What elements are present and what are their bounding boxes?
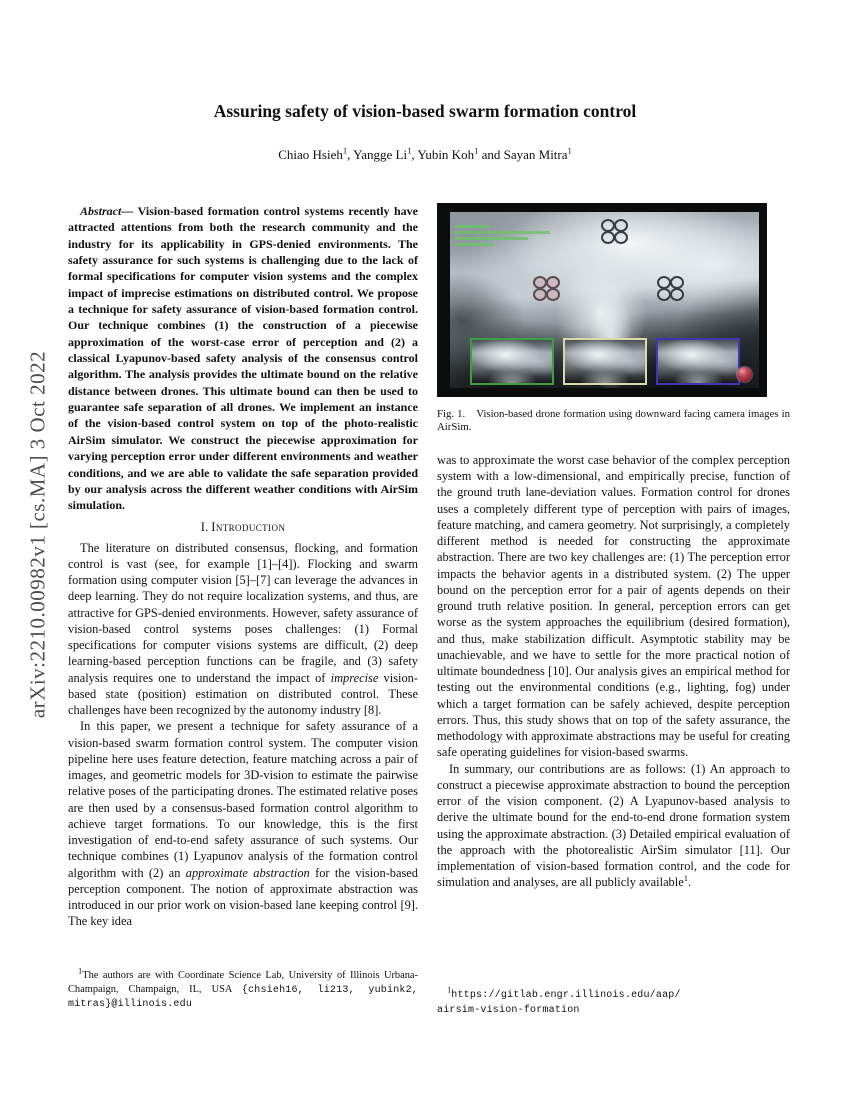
- footnote-marker: 1: [78, 965, 83, 976]
- author-2-affiliation-sup: 1: [407, 145, 412, 156]
- drone-quadcopter-right: [657, 276, 685, 302]
- airsim-hud-text-overlay: [454, 225, 574, 249]
- figure-1-caption: [437, 408, 790, 435]
- author-separator: ,: [411, 147, 418, 162]
- hud-text-line: [454, 231, 550, 234]
- camera-view-image: [472, 340, 552, 383]
- abstract-paragraph: [68, 203, 418, 514]
- figure-caption-label: Fig. 1.: [437, 408, 466, 420]
- camera-view-image: [658, 340, 738, 383]
- footnote-marker: 1: [447, 984, 452, 995]
- author-3: Yubin Koh: [417, 147, 475, 162]
- section-number: I.: [200, 519, 209, 534]
- drone-quadcopter-top: [601, 219, 629, 245]
- camera-view-image: [565, 340, 645, 383]
- right-p2-text: In summary, our contributions are as follows: (1) An approach to construct a piecewise approximate abstraction to bound the perception error of the vision component. (2) A Lyapunov-based analysis to derive the ultimate bound for the end-to-end drone formation system using the approximate abstraction. (3) Detailed empirical evaluation of the approach with the photorealistic AirSim simulator [11]. Our implementation of vision-based formation control, and the code for simulation and analyses, are all publicly available: [437, 761, 790, 890]
- author-4-affiliation-sup: 1: [567, 145, 572, 156]
- camera-view-inset-green: [470, 338, 554, 385]
- right-column: [437, 203, 790, 891]
- intro-paragraph-1: [68, 540, 418, 719]
- right-paragraph-1: was to approximate the worst case behavior of the complex perception system with a low-dimensional, and empirically precise, function of the ground truth lane-deviation values. Formation control for drones uses a completely different type of perception with pairs of images, feature matching, and camera geometry. Not surprisingly, a completely different method is needed for constructing the approximate abstraction. There are two key challenges are: (1) The perception error impacts the behavior agents in a distributed system. (2) The upper bound on the perception error for a pair of agents depends on their ground truth relative position. In general, perception errors can get worse as the system approaches the equilibrium (desired formation), and thus, make stabilization difficult. Asymptotic stability may be unachievable, and we have to settle for the more practical notion of ultimate boundedness [10]. Our analysis gives an empirical method for testing out the environmental conditions (e.g., lighting, fog) under which a target formation can be safely achieved, despite perception errors. Thus, this study shows that on top of the safety assurance, the methodology with approximate abstractions may be useful for creating safe operating guidelines for vision-based swarms.: [437, 452, 790, 760]
- author-1: Chiao Hsieh: [278, 147, 343, 162]
- repository-url-link[interactable]: airsim-vision-formation: [437, 1004, 580, 1016]
- intro-p2-text: for the vision-based perception component. The notion of approximate abstraction was introduced in our prior work on vision-based lane keeping control [9]. The key idea: [68, 865, 418, 929]
- record-button-icon: [737, 367, 752, 382]
- hud-text-line: [454, 243, 494, 246]
- intro-paragraph-2: [68, 718, 418, 929]
- right-paragraph-2: [437, 761, 790, 891]
- author-separator: ,: [347, 147, 354, 162]
- paper-title: Assuring safety of vision-based swarm formation control: [213, 101, 637, 121]
- abstract-lead-in: Abstract—: [80, 204, 134, 218]
- author-4: Sayan Mitra: [503, 147, 568, 162]
- intro-p2-emphasis: approximate abstraction: [185, 865, 310, 880]
- section-title: Introduction: [211, 519, 286, 534]
- author-1-affiliation-sup: 1: [342, 145, 348, 156]
- rotor-icon: [601, 231, 615, 244]
- camera-view-inset-purple: [656, 338, 740, 385]
- author-emails: {chsieh16, li213, yubink2, mitras}@illinois.edu: [68, 984, 419, 1011]
- left-column: [68, 203, 418, 930]
- section-heading-introduction: [68, 520, 418, 535]
- code-url-footnote: [437, 984, 787, 1017]
- figure-caption-text: Vision-based drone formation using downward facing camera images in AirSim.: [437, 408, 791, 434]
- rotor-icon: [546, 288, 560, 301]
- rotor-icon: [670, 288, 684, 301]
- intro-p1-text: The literature on distributed consensus, flocking, and formation control is vast (see, for example [1]–[4]). Flocking and swarm formation using computer vision [5]–[7] can leverage the advances in deep learning. They do not require localization systems, and thus, are attractive for GPS-denied environments. However, safety assurance of vision-based control systems poses challenges: (1) Formal specifications for computer visions systems are difficult, (2) deep learning-based perception functions can be fragile, and (3) safety analysis requires one to understand the impact of: [68, 540, 418, 685]
- intro-p2-text: In this paper, we present a technique for safety assurance of a vision-based swarm formation control system. The computer vision pipeline here uses feature detection, feature matching across a pair of images, and geometric models for 3D-vision to estimate the pairwise relative poses of the participating drones. The estimated relative poses are then used by a consensus-based formation control algorithm to achieve target formations. To our knowledge, this is the first investigation of end-to-end safety assurance of such systems. Our technique combines (1) Lyapunov analysis of the formation control algorithm with (2) an: [68, 719, 418, 880]
- camera-view-inset-khaki: [563, 338, 647, 385]
- abstract-body: Vision-based formation control systems recently have attracted attentions from both the research community and the industry for its applicability in GPS-denied environments. The safety assurance for such systems is challenging due to the lack of formal specifications for computer vision systems and the complex impact of imprecise estimations on distributed control. We propose a technique for safety assurance of vision-based formation control. Our technique combines (1) the construction of a piecewise approximation of the worst-case error of perception and (2) a classical Lyapunov-based safety analysis of the consensus control algorithm. The analysis provides the ultimate bound on the relative distance between drones. This ultimate bound can then be used to guarantee safe separation of all drones. We implement an instance of the vision-based control system on top of the photo-realistic AirSim simulator. We construct the piecewise approximation for varying perception error under different environments and weather conditions, and we are able to validate the safe separation provided by our analysis across the different weather conditions with AirSim simulation.: [68, 204, 418, 513]
- hud-text-line: [454, 237, 528, 240]
- arxiv-sidebar-stamp: arXiv:2210.00982v1 [cs.MA] 3 Oct 2022: [25, 350, 50, 719]
- authors-line: [60, 147, 790, 163]
- right-p2-text: .: [687, 875, 692, 890]
- affiliation-footnote: [68, 965, 419, 1012]
- intro-p1-emphasis: imprecise: [330, 670, 379, 685]
- author-separator: and: [478, 147, 504, 162]
- repository-url-link[interactable]: https://gitlab.engr.illinois.edu/aap/: [451, 990, 681, 1001]
- author-2: Yangge Li: [353, 147, 408, 162]
- rotor-icon: [533, 288, 547, 301]
- aerial-terrain-image: [450, 212, 759, 388]
- rotor-icon: [614, 231, 628, 244]
- drone-quadcopter-left: [533, 276, 561, 302]
- affiliation-text: The authors are with Coordinate Science Lab, University of Illinois Urbana-Champaign, Champaign, IL, USA: [68, 970, 418, 995]
- rotor-icon: [657, 288, 671, 301]
- intro-p1-text: vision-based state (position) estimation on distributed control. These challenges have been recognized by the autonomy industry [8].: [68, 670, 418, 718]
- footnote-reference-sup: 1: [683, 873, 688, 884]
- figure-1-screenshot: [437, 203, 767, 397]
- hud-text-line: [454, 225, 490, 228]
- author-3-affiliation-sup: 1: [474, 145, 479, 156]
